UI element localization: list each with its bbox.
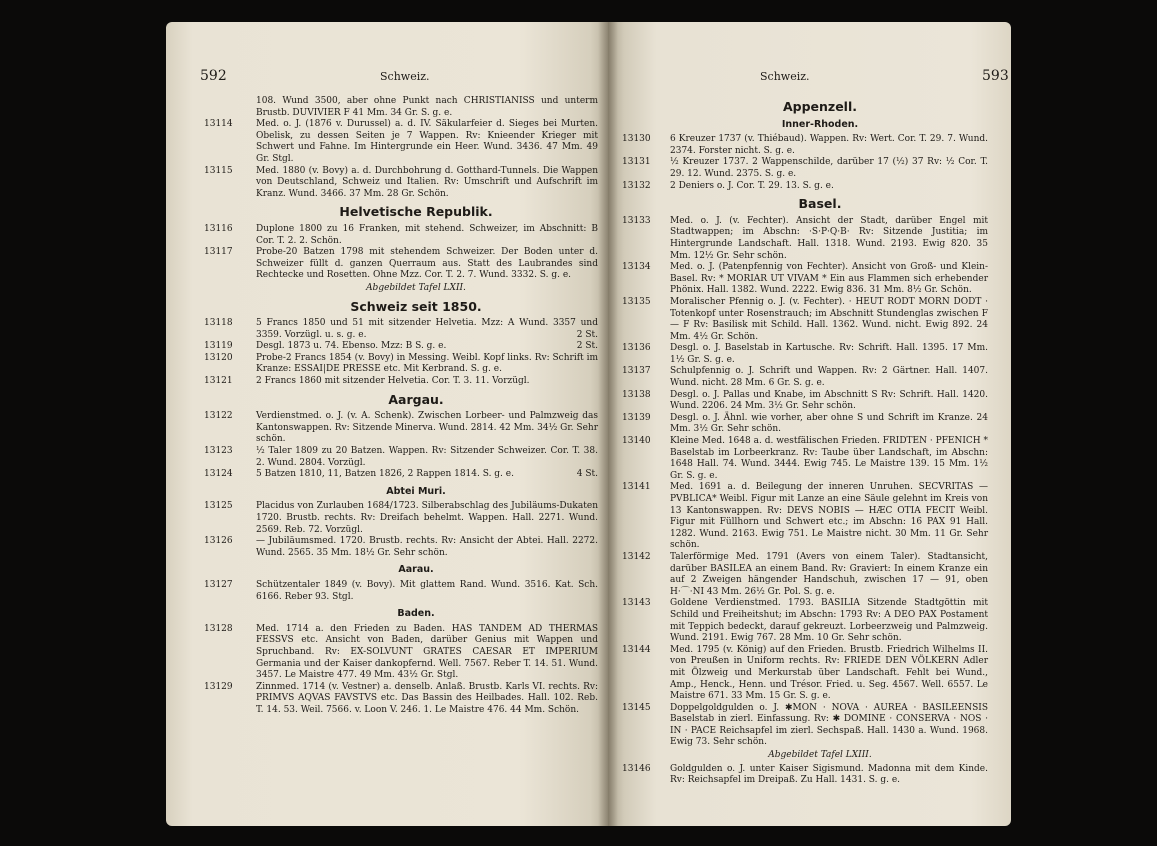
lot-number: 13145 [622,702,651,713]
lot-description-text: Placidus von Zurlauben 1684/1723. Silberabschlag des Jubiläums-Dukaten 1720. Brustb. rechts. Rv: Dreifach behelmt. Wappen. Hall. 2271. Wund. 2569. Reb. 72. Vorzügl. [256,501,598,535]
lot-number: 13122 [204,411,233,422]
catalog-entry [204,501,598,536]
lot-description-text: 5 Francs 1850 und 51 mit sitzender Helvetia. Mzz: A Wund. 3357 und 3359. Vorzügl. u. s. g. e. [256,318,598,340]
catalog-entry [622,598,988,644]
subsection-heading: Inner-Rhoden. [781,118,859,130]
section-heading: Basel. [798,196,842,212]
section-heading: Schweiz seit 1850. [350,298,482,314]
catalog-entry [204,341,598,353]
lot-description [670,703,988,749]
lot-number: 13115 [204,165,233,176]
right-page-content [622,95,988,787]
lot-number: 13119 [204,341,233,352]
lot-number: 13123 [204,446,233,457]
open-book [166,22,1011,826]
lot-description-text: 2 Francs 1860 mit sitzender Helvetia. Cor. T. 3. 11. Vorzügl. [256,376,530,387]
catalog-entry [204,119,598,165]
book-gutter [598,22,618,826]
right-running-head: Schweiz. [760,70,810,83]
catalog-entry [622,413,988,436]
lot-number: 13116 [204,223,233,234]
lot-description [670,134,988,157]
lot-number: 13131 [622,157,651,168]
lot-description [256,446,598,469]
lot-description [670,262,988,297]
catalog-entry [622,343,988,366]
lot-description-text: Probe-2 Francs 1854 (v. Bovy) in Messing. Weibl. Kopf links. Rv: Schrift im Kranze: ESSAI|DE PRESSE etc. Mit Kerbrand. S. g. e. [256,352,598,375]
lot-quantity: 2 St. [576,341,598,352]
section-heading: Aargau. [388,391,444,407]
continued-entry-text: 108. Wund 3500, aber ohne Punkt nach CHRISTIANISS und unterm Brustb. DUVIVIER F 41 Mm. 34 Gr. S. g. e. [256,96,598,118]
catalog-entry [622,157,988,180]
lot-description-text: Goldene Verdienstmed. 1793. BASILIA Sitzende Stadtgöttin mit Schild und Freiheitshut; im Abschn: 1793 Rv: A DEO PAX Postament mit Teppich bedeckt, darauf gekreuzt. Lorbeerzweig und Palmzweig. Wund. 2191. Ewig 767. 28 Mm. 10 Gr. Sehr schön. [670,598,988,644]
lot-description [670,297,988,343]
lot-number: 13121 [204,376,233,387]
lot-description-text: Goldgulden o. J. unter Kaiser Sigismund. Madonna mit dem Kinde. Rv: Reichsapfel im Dreipaß. Zu Hall. 1431. S. g. e. [670,763,988,786]
catalog-entry [204,469,598,481]
lot-description-text: Verdienstmed. o. J. (v. A. Schenk). Zwischen Lorbeer- und Palmzweig das Kantonswappen. Rv: Sitzende Minerva. Wund. 2814. 42 Mm. 34½ Gr. Sehr schön. [256,411,598,445]
lot-number: 13114 [204,119,233,130]
lot-description [256,469,598,481]
lot-number: 13132 [622,180,651,191]
lot-description [670,157,988,180]
lot-number: 13134 [622,262,651,273]
lot-description [670,366,988,389]
lot-description [256,580,598,603]
left-page [166,22,608,826]
lot-description [256,247,598,282]
lot-number: 13146 [622,763,651,774]
lot-description [256,682,598,717]
lot-number: 13139 [622,412,651,423]
catalog-entry [622,645,988,703]
lot-number: 13133 [622,215,651,226]
catalog-entry [622,764,988,787]
right-page [608,22,1011,826]
lot-description-text: 2 Deniers o. J. Cor. T. 29. 13. S. g. e. [670,180,834,191]
lot-description-text: Desgl. 1873 u. 74. Ebenso. Mzz: B S. g. e. [256,341,447,352]
catalog-entry [622,297,988,343]
lot-description-text: Med. o. J. (v. Fechter). Ansicht der Stadt, darüber Engel mit Stadtwappen; im Abschn: ·S·P·Q·B· Rv: Sitzende Justitia; im Hintergrunde Landschaft. Hall. 1318. Wund. 2193. Ewig 820. 35 Mm. 12½ Gr. Sehr schön. [670,215,988,261]
lot-number: 13140 [622,436,651,447]
lot-description-text: Duplone 1800 zu 16 Franken, mit stehend. Schweizer, im Abschnitt: B Cor. T. 2. 2. Schön. [256,223,598,246]
lot-description-text: Schützentaler 1849 (v. Bovy). Mit glattem Rand. Wund. 3516. Kat. Sch. 6166. Reber 93. Stgl. [256,579,598,602]
lot-description-text: Med. o. J. (Patenpfennig von Fechter). Ansicht von Groß- und Klein-Basel. Rv: * MORIAR UT VIVAM * Ein aus Flammen sich erhebender Phönix. Hall. 1382. Wund. 2222. Ewig 836. 31 Mm. 8½ Gr. Schön. [670,262,988,296]
right-page-number: 593 [982,68,1009,84]
lot-quantity: 2 St. [576,329,598,340]
lot-description-text: Med. 1714 a. den Frieden zu Baden. HAS TANDEM AD THERMAS FESSVS etc. Ansicht von Baden, darüber Genius mit Wappen und Spruchband. Rv: EX-SOLVUNT GRATES CAESAR ET IMPERIUM Germania und der Kaiser dankopfernd. Well. 7567. Reber T. 14. 51. Wund. 3457. Le Maistre 477. 49 Mm. 43½ Gr. Stgl. [256,623,598,681]
lot-description [256,536,598,559]
lot-description [670,181,988,193]
lot-description [256,501,598,536]
lot-number: 13143 [622,598,651,609]
lot-description-text: Desgl. o. J. Baselstab in Kartusche. Rv: Schrift. Hall. 1395. 17 Mm. 1½ Gr. S. g. e. [670,343,988,365]
lot-description [256,341,598,353]
catalog-entry [204,411,598,446]
lot-description [670,645,988,703]
lot-description-text: Med. 1691 a. d. Beilegung der inneren Unruhen. SECVRITAS — PVBLICA* Weibl. Figur mit Lanze an eine Säule gelehnt im Kreis von 13 Kantonswappen. Rv: DEVS NOBIS — HÆC OTIA FECIT Weibl. Figur mit Füllhorn und Schwert etc.; im Abschn: 16 PAX 91 Hall. 1282. Wund. 2163. Ewig 751. Le Maistre nicht. 30 Mm. 11 Gr. Sehr schön. [670,482,988,551]
catalog-entry [622,482,988,552]
lot-description-text: Kleine Med. 1648 a. d. westfälischen Frieden. FRIDTEN · PFENICH * Baselstab im Lorbeerkranz. Rv: Taube über Landschaft, im Abschn: 1648 Hall. 74. Wund. 3444. Ewig 745. Le Maistre 139. 15 Mm. 1½ Gr. S. g. e. [670,436,988,481]
lot-number: 13141 [622,482,651,493]
lot-description [256,353,598,376]
catalog-entry [204,580,598,603]
lot-description-text: Schulpfennig o. J. Schrift und Wappen. Rv: 2 Gärtner. Hall. 1407. Wund. nicht. 28 Mm. 6 Gr. S. g. e. [670,366,988,389]
lot-description [670,413,988,436]
lot-description [670,390,988,413]
lot-description [256,624,598,682]
subsection-heading: Aarau. [398,564,434,576]
lot-description-text: ½ Kreuzer 1737. 2 Wappenschilde, darüber 17 (½) 37 Rv: ½ Cor. T. 29. 12. Wund. 2375. S. g. e. [670,157,988,179]
catalog-entry [622,216,988,262]
catalog-entry [204,353,598,376]
lot-number: 13120 [204,352,233,363]
lot-description [670,552,988,598]
lot-number: 13135 [622,296,651,307]
catalog-entry [622,181,988,193]
lot-description-text: Probe-20 Batzen 1798 mit stehendem Schweizer. Der Boden unter d. Schweizer füllt d. ganzen Querraum aus. Statt des Laubrandes sind Rechtecke und Rosetten. Ohne Mzz. Cor. T. 2. 7. Wund. 3332. S. g. e. [256,247,598,281]
left-page-number: 592 [200,68,227,84]
lot-number: 13126 [204,536,233,547]
lot-description [670,343,988,366]
catalog-entry [204,536,598,559]
lot-description [256,318,598,341]
catalog-entry [622,366,988,389]
lot-number: 13144 [622,644,651,655]
section-heading: Helvetische Republik. [339,204,493,220]
lot-description [670,482,988,552]
lot-description [256,166,598,201]
lot-number: 13138 [622,389,651,400]
lot-description [670,436,988,482]
lot-number: 13124 [204,469,233,480]
section-heading: Appenzell. [782,99,858,114]
lot-number: 13130 [622,134,651,145]
lot-description-text: — Jubiläumsmed. 1720. Brustb. rechts. Rv: Ansicht der Abtei. Hall. 2272. Wund. 2565. 35 Mm. 18½ Gr. Sehr schön. [256,536,598,558]
lot-description-text: Talerförmige Med. 1791 (Avers von einem Taler). Stadtansicht, darüber BASILEA an einem Band. Rv: Graviert: In einem Kranze ein auf 2 Zweigen hängender Handschuh, zwischen 17 — 91, oben H·⌒·NI 43 Mm. 26½ Gr. Pol. S. g. e. [670,551,988,597]
lot-quantity: 4 St. [576,469,598,480]
lot-description [256,411,598,446]
lot-description-text: Doppelgoldgulden o. J. ✱MON · NOVA · AUREA · BASILEENSIS Baselstab in zierl. Einfassung. Rv: ✱ DOMINE · CONSERVA · NOS · IN · PACE Reichsapfel im zierl. Sechspaß. Hall. 1430 a. Wund. 1968. Ewig 73. Sehr schön. [670,702,988,748]
lot-description-text: Desgl. o. J. Pallas und Knabe, im Abschnitt S Rv: Schrift. Hall. 1420. Wund. 2206. 24 Mm. 3½ Gr. Sehr schön. [670,389,988,412]
lot-description-text: Med. 1795 (v. König) auf den Frieden. Brustb. Friedrich Wilhelms II. von Preußen in Uniform rechts. Rv: FRIEDE DEN VÖLKERN Adler mit Ölzweig und Merkurstab über Landschaft. Fehlt bei Wund., Amp., Henck., Henn. und Trésor. Fried. u. Seg. 4567. Well. 6557. Le Maistre 671. 33 Mm. 15 Gr. S. g. e. [670,644,988,702]
lot-number: 13137 [622,366,651,377]
lot-description [670,764,988,787]
lot-number: 13129 [204,681,233,692]
catalog-entry [622,436,988,482]
lot-number: 13125 [204,501,233,512]
subsection-heading: Baden. [397,608,435,620]
lot-description-text: Desgl. o. J. Ähnl. wie vorher, aber ohne S und Schrift im Kranze. 24 Mm. 3½ Gr. Sehr schön. [670,412,988,435]
catalog-entry [204,376,598,388]
catalog-entry [204,247,598,282]
lot-description-text: 6 Kreuzer 1737 (v. Thiébaud). Wappen. Rv: Wert. Cor. T. 29. 7. Wund. 2374. Forster nicht. S. g. e. [670,134,988,156]
lot-number: 13142 [622,551,651,562]
lot-description [256,376,598,388]
catalog-entry [622,390,988,413]
catalog-entry [622,262,988,297]
lot-description-text: Med. o. J. (1876 v. Durussel) a. d. IV. Säkularfeier d. Sieges bei Murten. Obelisk, zu dessen Seiten je 7 Wappen. Rv: Knieender Krieger mit Schwert und Fahne. Im Hintergrunde ein Heer. Wund. 3436. 47 Mm. 49 Gr. Stgl. [256,119,598,164]
catalog-entry [204,318,598,341]
left-running-head: Schweiz. [380,70,430,83]
catalog-entry [204,446,598,469]
lot-description [256,119,598,165]
catalog-entry [622,552,988,598]
lot-number: 13118 [204,318,233,329]
catalog-entry [622,134,988,157]
lot-number: 13128 [204,623,233,634]
catalog-entry [204,224,598,247]
catalog-entry [204,166,598,201]
lot-description [256,224,598,247]
subsection-heading: Abtei Muri. [386,485,446,497]
catalog-entry [204,682,598,717]
lot-number: 13117 [204,247,233,258]
catalog-entry [204,624,598,682]
lot-description-text: Moralischer Pfennig o. J. (v. Fechter). · HEUT RODT MORN DODT · Totenkopf unter Rosenstrauch; im Abschnitt Stundenglas zwischen F — F Rv: Basilisk mit Schild. Hall. 1362. Wund. nicht. Ewig 892. 24 Mm. 4½ Gr. Schön. [670,296,988,342]
catalog-entry [622,703,988,749]
lot-description-text: Med. 1880 (v. Bovy) a. d. Durchbohrung d. Gotthard-Tunnels. Die Wappen von Deutschland, Schweiz und Italien. Rv: Umschrift und Aufschrift im Kranz. Wund. 3466. 37 Mm. 28 Gr. Schön. [256,165,598,199]
lot-description-text: 5 Batzen 1810, 11, Batzen 1826, 2 Rappen 1814. S. g. e. [256,469,514,480]
lot-description-text: Zinnmed. 1714 (v. Vestner) a. denselb. Anlaß. Brustb. Karls VI. rechts. Rv: PRIMVS AQVAS FAVSTVS etc. Das Bassin des Heilbades. Hall. 102. Reb. T. 14. 53. Weil. 7566. v. Loon V. 246. 1. Le Maistre 476. 44 Mm. Schön. [256,681,598,715]
plate-reference: Abgebildet Tafel LXIII. [768,750,872,761]
lot-number: 13136 [622,343,651,354]
plate-reference: Abgebildet Tafel LXII. [366,282,466,293]
left-page-content [204,96,598,717]
lot-description-text: ½ Taler 1809 zu 20 Batzen. Wappen. Rv: Sitzender Schweizer. Cor. T. 38. 2. Wund. 2804. Vorzügl. [256,446,598,468]
lot-number: 13127 [204,579,233,590]
lot-description [670,216,988,262]
lot-description [670,598,988,644]
